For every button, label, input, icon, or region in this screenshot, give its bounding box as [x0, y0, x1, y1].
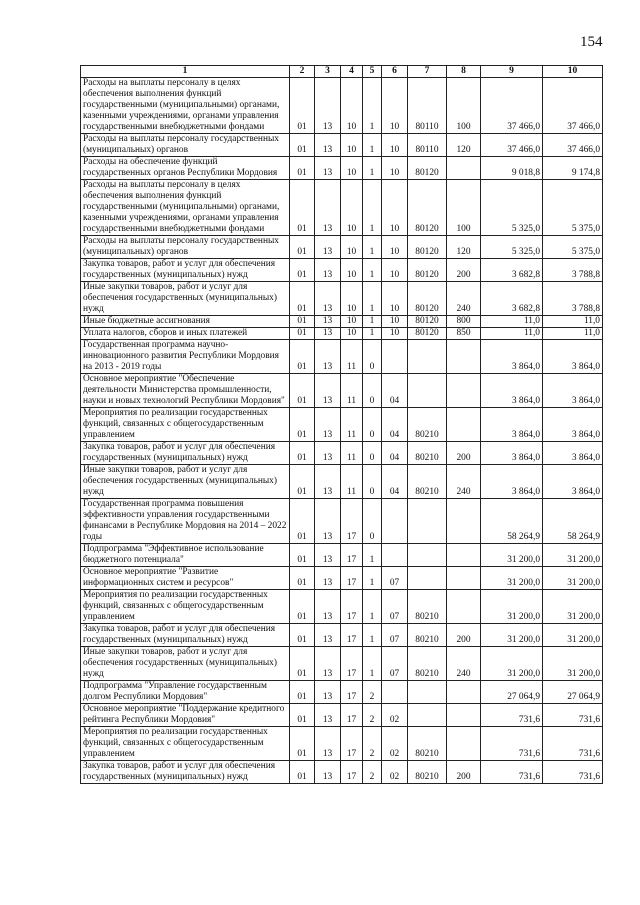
table-row	[81, 590, 603, 624]
amount-year-2: 11,0	[543, 316, 603, 328]
item-name: Расходы на выплаты персоналу государственных (муниципальных) органов	[81, 134, 290, 157]
program-code: 11	[341, 340, 363, 374]
subprogram-code: 1	[363, 590, 382, 624]
direction-code	[408, 340, 447, 374]
direction-code: 80210	[408, 727, 447, 761]
event-code: 07	[382, 624, 408, 647]
section-code: 01	[290, 374, 315, 408]
program-code: 17	[341, 544, 363, 567]
direction-code	[408, 704, 447, 727]
section-code: 01	[290, 681, 315, 704]
amount-year-2: 31 200,0	[543, 567, 603, 590]
amount-year-1: 731,6	[481, 727, 543, 761]
section-code: 01	[290, 78, 315, 134]
amount-year-2: 3 864,0	[543, 465, 603, 499]
section-code: 01	[290, 340, 315, 374]
subprogram-code: 1	[363, 647, 382, 681]
item-name: Основное мероприятие "Поддержание кредитного рейтинга Республики Мордовия"	[81, 704, 290, 727]
section-code: 01	[290, 624, 315, 647]
table-row	[81, 567, 603, 590]
expense-type-code	[447, 590, 481, 624]
program-code: 17	[341, 704, 363, 727]
table-row	[81, 624, 603, 647]
subprogram-code: 2	[363, 704, 382, 727]
amount-year-1: 31 200,0	[481, 647, 543, 681]
table-row	[81, 316, 603, 328]
amount-year-2: 31 200,0	[543, 590, 603, 624]
expense-type-code: 200	[447, 624, 481, 647]
direction-code	[408, 681, 447, 704]
table-row	[81, 259, 603, 282]
direction-code: 80210	[408, 647, 447, 681]
event-code: 04	[382, 374, 408, 408]
program-code: 17	[341, 647, 363, 681]
table-row	[81, 442, 603, 465]
budget-table	[80, 65, 603, 784]
event-code: 10	[382, 328, 408, 340]
item-name: Закупка товаров, работ и услуг для обеспечения государственных (муниципальных) нужд	[81, 259, 290, 282]
section-code: 01	[290, 236, 315, 259]
subsection-code: 13	[315, 374, 341, 408]
program-code: 10	[341, 180, 363, 236]
item-name: Основное мероприятие "Развитие информационных систем и ресурсов"	[81, 567, 290, 590]
subprogram-code: 0	[363, 340, 382, 374]
direction-code: 80210	[408, 761, 447, 784]
subsection-code: 13	[315, 316, 341, 328]
amount-year-2: 31 200,0	[543, 624, 603, 647]
table-row	[81, 681, 603, 704]
program-code: 10	[341, 236, 363, 259]
event-code: 10	[382, 134, 408, 157]
table-row	[81, 465, 603, 499]
program-code: 10	[341, 316, 363, 328]
subsection-code: 13	[315, 134, 341, 157]
event-code	[382, 499, 408, 544]
subprogram-code: 1	[363, 328, 382, 340]
direction-code: 80120	[408, 157, 447, 180]
subprogram-code: 2	[363, 681, 382, 704]
item-name: Закупка товаров, работ и услуг для обеспечения государственных (муниципальных) нужд	[81, 442, 290, 465]
section-code: 01	[290, 328, 315, 340]
subsection-code: 13	[315, 647, 341, 681]
amount-year-1: 11,0	[481, 316, 543, 328]
subsection-code: 13	[315, 499, 341, 544]
table-row	[81, 282, 603, 316]
event-code: 04	[382, 442, 408, 465]
amount-year-2: 3 864,0	[543, 408, 603, 442]
direction-code: 80120	[408, 259, 447, 282]
subprogram-code: 1	[363, 157, 382, 180]
item-name: Иные закупки товаров, работ и услуг для обеспечения государственных (муниципальных) нужд	[81, 282, 290, 316]
subsection-code: 13	[315, 704, 341, 727]
table-row	[81, 374, 603, 408]
direction-code: 80110	[408, 134, 447, 157]
table-row	[81, 78, 603, 134]
program-code: 11	[341, 465, 363, 499]
expense-type-code	[447, 374, 481, 408]
item-name: Мероприятия по реализации государственных функций, связанных с общегосударственным управлением	[81, 727, 290, 761]
subsection-code: 13	[315, 544, 341, 567]
amount-year-1: 3 864,0	[481, 340, 543, 374]
subprogram-code: 1	[363, 180, 382, 236]
amount-year-1: 3 864,0	[481, 465, 543, 499]
table-row	[81, 157, 603, 180]
amount-year-2: 3 788,8	[543, 259, 603, 282]
expense-type-code: 120	[447, 134, 481, 157]
program-code: 11	[341, 442, 363, 465]
amount-year-1: 31 200,0	[481, 567, 543, 590]
table-row	[81, 328, 603, 340]
program-code: 17	[341, 727, 363, 761]
section-code: 01	[290, 567, 315, 590]
subsection-code: 13	[315, 761, 341, 784]
subsection-code: 13	[315, 727, 341, 761]
section-code: 01	[290, 134, 315, 157]
program-code: 17	[341, 590, 363, 624]
expense-type-code: 200	[447, 259, 481, 282]
subsection-code: 13	[315, 624, 341, 647]
subprogram-code: 0	[363, 499, 382, 544]
expense-type-code: 100	[447, 78, 481, 134]
direction-code	[408, 499, 447, 544]
subsection-code: 13	[315, 78, 341, 134]
amount-year-2: 731,6	[543, 761, 603, 784]
table-row	[81, 408, 603, 442]
program-code: 10	[341, 259, 363, 282]
expense-type-code	[447, 681, 481, 704]
column-header: 4	[341, 66, 363, 78]
expense-type-code	[447, 408, 481, 442]
table-row	[81, 340, 603, 374]
expense-type-code: 200	[447, 761, 481, 784]
program-code: 11	[341, 408, 363, 442]
expense-type-code	[447, 340, 481, 374]
subsection-code: 13	[315, 408, 341, 442]
section-code: 01	[290, 259, 315, 282]
direction-code: 80110	[408, 78, 447, 134]
amount-year-1: 3 682,8	[481, 259, 543, 282]
program-code: 10	[341, 134, 363, 157]
program-code: 17	[341, 499, 363, 544]
subprogram-code: 1	[363, 624, 382, 647]
table-row	[81, 134, 603, 157]
section-code: 01	[290, 465, 315, 499]
event-code: 04	[382, 465, 408, 499]
subsection-code: 13	[315, 282, 341, 316]
subsection-code: 13	[315, 442, 341, 465]
event-code: 02	[382, 727, 408, 761]
program-code: 17	[341, 567, 363, 590]
expense-type-code: 800	[447, 316, 481, 328]
section-code: 01	[290, 590, 315, 624]
subprogram-code: 0	[363, 408, 382, 442]
amount-year-1: 3 682,8	[481, 282, 543, 316]
program-code: 10	[341, 78, 363, 134]
program-code: 10	[341, 157, 363, 180]
item-name: Закупка товаров, работ и услуг для обеспечения государственных (муниципальных) нужд	[81, 761, 290, 784]
column-header: 8	[447, 66, 481, 78]
expense-type-code: 240	[447, 647, 481, 681]
amount-year-1: 37 466,0	[481, 78, 543, 134]
subsection-code: 13	[315, 236, 341, 259]
direction-code	[408, 544, 447, 567]
event-code: 10	[382, 78, 408, 134]
column-header: 3	[315, 66, 341, 78]
item-name: Государственная программа научно-инновационного развития Республики Мордовия на 2013 - 2019 годы	[81, 340, 290, 374]
column-header: 7	[408, 66, 447, 78]
event-code: 04	[382, 408, 408, 442]
subprogram-code: 1	[363, 236, 382, 259]
table-row	[81, 499, 603, 544]
subsection-code: 13	[315, 590, 341, 624]
item-name: Подпрограмма "Эффективное использование бюджетного потенциала"	[81, 544, 290, 567]
section-code: 01	[290, 499, 315, 544]
section-code: 01	[290, 157, 315, 180]
event-code: 02	[382, 761, 408, 784]
event-code: 07	[382, 590, 408, 624]
subprogram-code: 1	[363, 544, 382, 567]
column-header: 2	[290, 66, 315, 78]
page-number: 154	[580, 34, 603, 50]
amount-year-1: 5 325,0	[481, 236, 543, 259]
event-code: 10	[382, 282, 408, 316]
column-header: 9	[481, 66, 543, 78]
event-code: 10	[382, 180, 408, 236]
expense-type-code: 850	[447, 328, 481, 340]
subsection-code: 13	[315, 340, 341, 374]
amount-year-1: 31 200,0	[481, 544, 543, 567]
subsection-code: 13	[315, 157, 341, 180]
table-row	[81, 544, 603, 567]
amount-year-1: 9 018,8	[481, 157, 543, 180]
amount-year-2: 11,0	[543, 328, 603, 340]
subsection-code: 13	[315, 180, 341, 236]
subsection-code: 13	[315, 328, 341, 340]
section-code: 01	[290, 442, 315, 465]
amount-year-1: 5 325,0	[481, 180, 543, 236]
subsection-code: 13	[315, 567, 341, 590]
amount-year-2: 5 375,0	[543, 236, 603, 259]
expense-type-code: 240	[447, 282, 481, 316]
section-code: 01	[290, 761, 315, 784]
amount-year-1: 31 200,0	[481, 590, 543, 624]
table-row	[81, 236, 603, 259]
section-code: 01	[290, 544, 315, 567]
expense-type-code	[447, 567, 481, 590]
direction-code: 80210	[408, 624, 447, 647]
event-code: 02	[382, 704, 408, 727]
amount-year-2: 3 864,0	[543, 340, 603, 374]
subprogram-code: 0	[363, 374, 382, 408]
direction-code: 80120	[408, 236, 447, 259]
amount-year-2: 3 788,8	[543, 282, 603, 316]
amount-year-1: 3 864,0	[481, 374, 543, 408]
program-code: 17	[341, 681, 363, 704]
amount-year-2: 3 864,0	[543, 374, 603, 408]
subprogram-code: 1	[363, 282, 382, 316]
subprogram-code: 2	[363, 761, 382, 784]
subprogram-code: 0	[363, 442, 382, 465]
amount-year-1: 11,0	[481, 328, 543, 340]
subprogram-code: 2	[363, 727, 382, 761]
direction-code: 80120	[408, 328, 447, 340]
expense-type-code: 120	[447, 236, 481, 259]
amount-year-2: 5 375,0	[543, 180, 603, 236]
expense-type-code: 200	[447, 442, 481, 465]
table-row	[81, 180, 603, 236]
expense-type-code	[447, 157, 481, 180]
program-code: 10	[341, 282, 363, 316]
program-code: 11	[341, 374, 363, 408]
amount-year-2: 37 466,0	[543, 78, 603, 134]
amount-year-2: 731,6	[543, 704, 603, 727]
subprogram-code: 1	[363, 134, 382, 157]
subprogram-code: 1	[363, 316, 382, 328]
event-code: 10	[382, 236, 408, 259]
amount-year-1: 731,6	[481, 761, 543, 784]
subprogram-code: 1	[363, 78, 382, 134]
item-name: Иные закупки товаров, работ и услуг для обеспечения государственных (муниципальных) нужд	[81, 465, 290, 499]
amount-year-1: 3 864,0	[481, 442, 543, 465]
column-header: 1	[81, 66, 290, 78]
section-code: 01	[290, 408, 315, 442]
direction-code: 80210	[408, 465, 447, 499]
item-name: Мероприятия по реализации государственных функций, связанных с общегосударственным управлением	[81, 408, 290, 442]
direction-code: 80210	[408, 442, 447, 465]
column-header: 5	[363, 66, 382, 78]
section-code: 01	[290, 180, 315, 236]
amount-year-2: 27 064,9	[543, 681, 603, 704]
event-code: 07	[382, 567, 408, 590]
amount-year-2: 3 864,0	[543, 442, 603, 465]
expense-type-code: 100	[447, 180, 481, 236]
header-row	[81, 66, 603, 78]
table-row	[81, 647, 603, 681]
amount-year-1: 27 064,9	[481, 681, 543, 704]
expense-type-code	[447, 704, 481, 727]
event-code: 10	[382, 259, 408, 282]
subsection-code: 13	[315, 681, 341, 704]
section-code: 01	[290, 727, 315, 761]
item-name: Уплата налогов, сборов и иных платежей	[81, 328, 290, 340]
item-name: Иные закупки товаров, работ и услуг для обеспечения государственных (муниципальных) нужд	[81, 647, 290, 681]
event-code	[382, 340, 408, 374]
direction-code: 80120	[408, 282, 447, 316]
item-name: Расходы на выплаты персоналу государственных (муниципальных) органов	[81, 236, 290, 259]
direction-code: 80120	[408, 316, 447, 328]
direction-code	[408, 374, 447, 408]
item-name: Расходы на выплаты персоналу в целях обеспечения выполнения функций государственными (муниципальными) органами, казенными учреждениями, органами управления государственными внебюджетными фондами	[81, 78, 290, 134]
amount-year-2: 31 200,0	[543, 647, 603, 681]
section-code: 01	[290, 282, 315, 316]
amount-year-2: 58 264,9	[543, 499, 603, 544]
section-code: 01	[290, 647, 315, 681]
section-code: 01	[290, 704, 315, 727]
expense-type-code: 240	[447, 465, 481, 499]
amount-year-1: 58 264,9	[481, 499, 543, 544]
program-code: 17	[341, 624, 363, 647]
amount-year-2: 37 466,0	[543, 134, 603, 157]
event-code	[382, 544, 408, 567]
item-name: Закупка товаров, работ и услуг для обеспечения государственных (муниципальных) нужд	[81, 624, 290, 647]
item-name: Расходы на обеспечение функций государственных органов Республики Мордовия	[81, 157, 290, 180]
section-code: 01	[290, 316, 315, 328]
item-name: Расходы на выплаты персоналу в целях обеспечения выполнения функций государственными (муниципальными) органами, казенными учреждениями, органами управления государственными внебюджетными фондами	[81, 180, 290, 236]
subsection-code: 13	[315, 259, 341, 282]
direction-code: 80120	[408, 180, 447, 236]
direction-code: 80210	[408, 590, 447, 624]
program-code: 17	[341, 761, 363, 784]
event-code: 07	[382, 647, 408, 681]
amount-year-1: 3 864,0	[481, 408, 543, 442]
amount-year-2: 731,6	[543, 727, 603, 761]
item-name: Иные бюджетные ассигнования	[81, 316, 290, 328]
item-name: Мероприятия по реализации государственных функций, связанных с общегосударственным управлением	[81, 590, 290, 624]
event-code: 10	[382, 157, 408, 180]
program-code: 10	[341, 328, 363, 340]
item-name: Основное мероприятие "Обеспечение деятельности Министерства промышленности, науки и новых технологий Республики Мордовия"	[81, 374, 290, 408]
direction-code	[408, 567, 447, 590]
amount-year-2: 9 174,8	[543, 157, 603, 180]
table-row	[81, 727, 603, 761]
subprogram-code: 1	[363, 259, 382, 282]
amount-year-1: 37 466,0	[481, 134, 543, 157]
subprogram-code: 1	[363, 567, 382, 590]
item-name: Подпрограмма "Управление государственным долгом Республики Мордовия"	[81, 681, 290, 704]
column-header: 10	[543, 66, 603, 78]
table-body	[81, 78, 603, 784]
expense-type-code	[447, 499, 481, 544]
item-name: Государственная программа повышения эффективности управления государственными финансами в Республике Мордовия на 2014 – 2022 годы	[81, 499, 290, 544]
table-row	[81, 704, 603, 727]
direction-code: 80210	[408, 408, 447, 442]
subsection-code: 13	[315, 465, 341, 499]
column-header: 6	[382, 66, 408, 78]
amount-year-1: 731,6	[481, 704, 543, 727]
event-code	[382, 681, 408, 704]
expense-type-code	[447, 544, 481, 567]
expense-type-code	[447, 727, 481, 761]
amount-year-2: 31 200,0	[543, 544, 603, 567]
table-row	[81, 761, 603, 784]
subprogram-code: 0	[363, 465, 382, 499]
amount-year-1: 31 200,0	[481, 624, 543, 647]
event-code: 10	[382, 316, 408, 328]
